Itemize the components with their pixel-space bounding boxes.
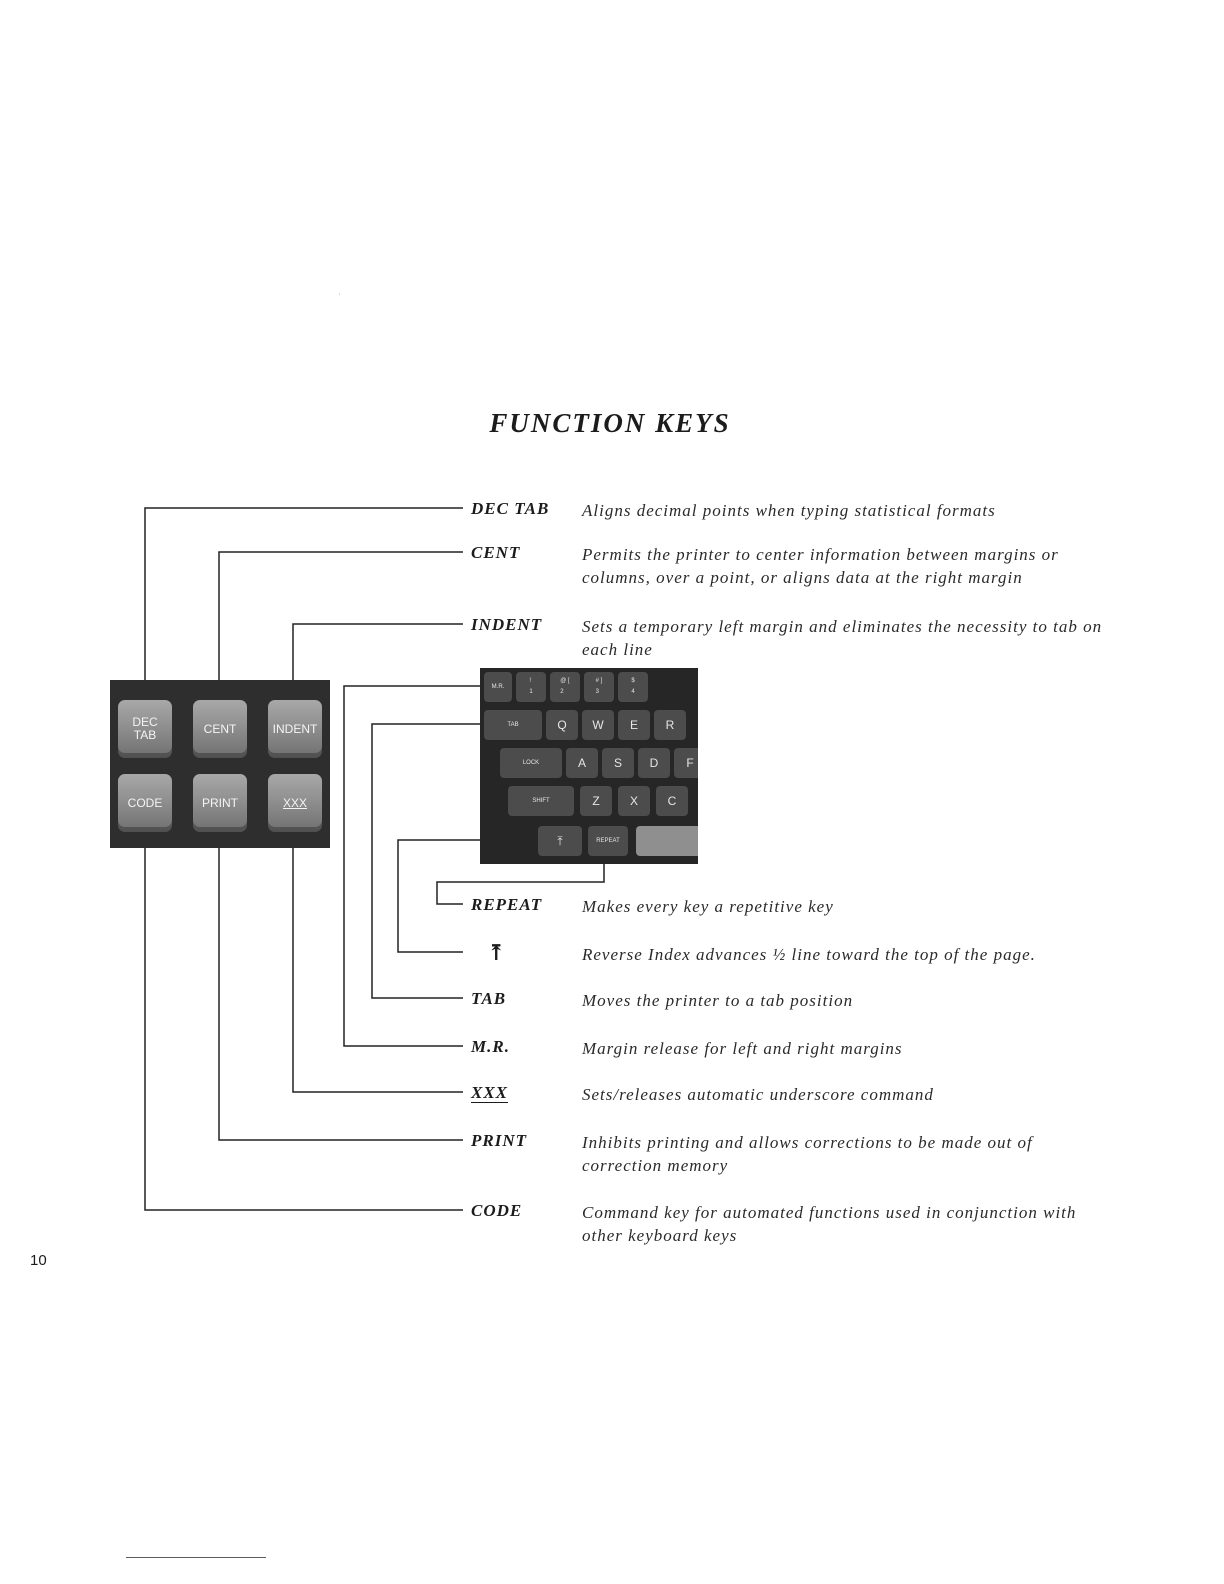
reverse-index-key: ⤒ xyxy=(538,826,582,856)
key-z: Z xyxy=(580,786,612,816)
key-c: C xyxy=(656,786,688,816)
key-name-cent: CENT xyxy=(471,543,521,562)
key-r: R xyxy=(654,710,686,740)
lock-key: LOCK xyxy=(500,748,562,778)
footer-rule xyxy=(126,1557,266,1558)
page-number: 10 xyxy=(30,1252,47,1269)
desc-repeat: Makes every key a repetitive key xyxy=(582,897,834,916)
keyboard-photo xyxy=(480,668,698,864)
shift-key: SHIFT xyxy=(508,786,574,816)
key-1: ! 1 xyxy=(516,672,546,702)
key-3: # ] 3 xyxy=(584,672,614,702)
key-e: E xyxy=(618,710,650,740)
key-2: @ [ 2 xyxy=(550,672,580,702)
desc-dec-tab: Aligns decimal points when typing statistical formats xyxy=(582,501,996,520)
key-name-reverse-index: ⤒ xyxy=(487,940,507,965)
key-name-dec-tab: DEC TAB xyxy=(471,499,550,518)
key-f: F xyxy=(674,748,698,778)
mr-key: M.R. xyxy=(484,672,512,702)
key-s: S xyxy=(602,748,634,778)
function-key-block-photo xyxy=(110,680,330,848)
key-w: W xyxy=(582,710,614,740)
scan-speck: · xyxy=(338,290,341,299)
desc-indent: Sets a temporary left margin and eliminates the necessity to tab on each line xyxy=(582,617,1103,659)
desc-cent: Permits the printer to center information between margins or columns, over a point, or aligns data at the right margin xyxy=(582,545,1059,587)
cent-key: CENT xyxy=(193,700,247,758)
page-title: FUNCTION KEYS xyxy=(489,408,731,438)
space-bar xyxy=(636,826,698,856)
key-name-xxx: XXX xyxy=(471,1083,509,1102)
desc-mr: Margin release for left and right margins xyxy=(582,1039,903,1058)
key-4: $ 4 xyxy=(618,672,648,702)
key-name-mr: M.R. xyxy=(471,1037,510,1056)
key-q: Q xyxy=(546,710,578,740)
dec-tab-key: DEC TAB xyxy=(118,700,172,758)
desc-code: Command key for automated functions used in conjunction with other keyboard keys xyxy=(582,1203,1077,1245)
indent-key: INDENT xyxy=(268,700,322,758)
desc-xxx: Sets/releases automatic underscore command xyxy=(582,1085,934,1104)
desc-reverse-index: Reverse Index advances ½ line toward the top of the page. xyxy=(582,945,1036,964)
key-name-tab: TAB xyxy=(471,989,507,1008)
repeat-key: REPEAT xyxy=(588,826,628,856)
xxx-key: XXX xyxy=(268,774,322,832)
key-name-indent: INDENT xyxy=(471,615,543,634)
print-key: PRINT xyxy=(193,774,247,832)
leader-code xyxy=(145,790,463,1210)
key-name-print: PRINT xyxy=(471,1131,527,1150)
key-d: D xyxy=(638,748,670,778)
desc-tab: Moves the printer to a tab position xyxy=(582,991,854,1010)
code-key: CODE xyxy=(118,774,172,832)
desc-print: Inhibits printing and allows corrections to be made out of correction memory xyxy=(582,1133,1033,1175)
key-a: A xyxy=(566,748,598,778)
key-name-code: CODE xyxy=(471,1201,523,1220)
key-name-repeat: REPEAT xyxy=(471,895,543,914)
key-x: X xyxy=(618,786,650,816)
tab-key: TAB xyxy=(484,710,542,740)
